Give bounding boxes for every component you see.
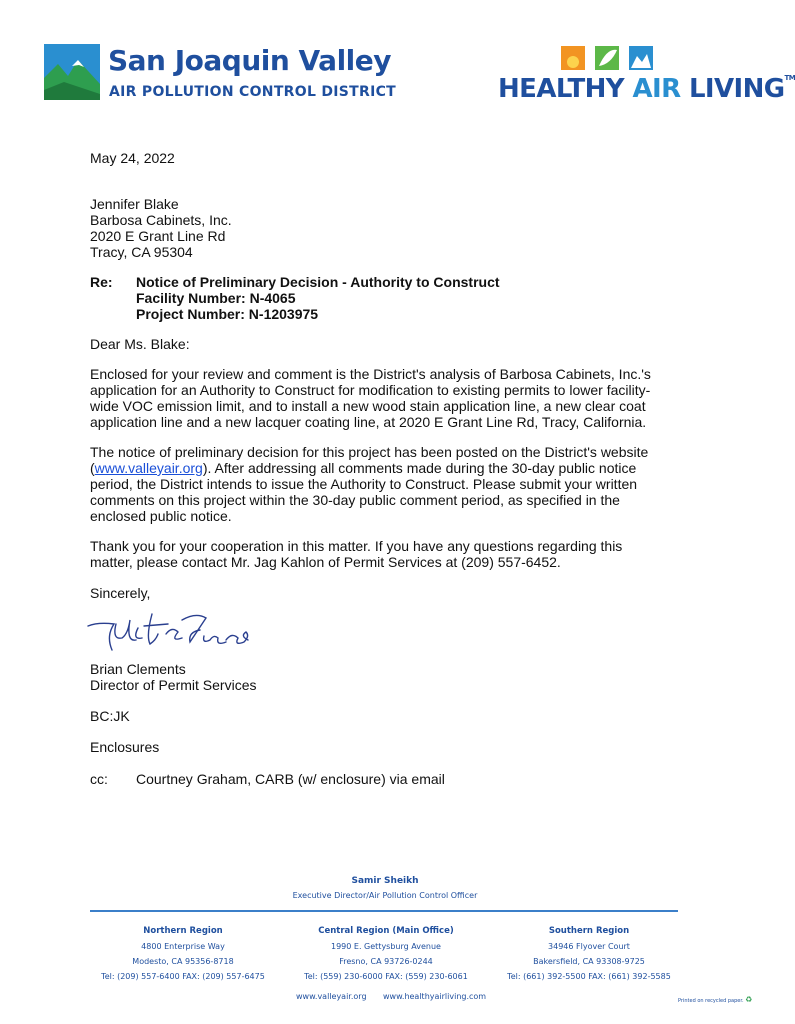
region-address2: Bakersfield, CA 93308-9725 <box>533 957 645 966</box>
footer-divider <box>90 910 678 912</box>
campaign-prefix: HEALTHY <box>498 74 633 104</box>
region-address1: 1990 E. Gettysburg Avenue <box>331 942 441 951</box>
campaign-suffix: LIVING <box>680 74 785 104</box>
para1-line: application for an Authority to Construct for modification to existing permits to lower facility- <box>90 382 651 398</box>
para1-line: wide VOC emission limit, and to install a new wood stain application line, a new clear coat <box>90 398 646 414</box>
signer-title: Director of Permit Services <box>90 677 257 693</box>
para1-line: Enclosed for your review and comment is the District's analysis of Barbosa Cabinets, Inc.'s <box>90 366 651 382</box>
para2-line: enclosed public notice. <box>90 508 232 524</box>
closing: Sincerely, <box>90 585 151 601</box>
region-phone: Tel: (661) 392-5500 FAX: (661) 392-5585 <box>507 972 671 981</box>
initials: BC:JK <box>90 708 130 724</box>
region-address2: Modesto, CA 95356-8718 <box>132 957 234 966</box>
para2-line-rest: ). After addressing all comments made during the 30-day public notice <box>202 460 637 476</box>
healthy-air-living-logo-icon <box>561 44 661 72</box>
region-address2: Fresno, CA 93726-0244 <box>339 957 433 966</box>
region-central <box>291 924 481 984</box>
region-address1: 34946 Flyover Court <box>548 942 630 951</box>
campaign-air: AIR <box>632 74 681 104</box>
org-subtitle: AIR POLLUTION CONTROL DISTRICT <box>109 84 397 100</box>
para1-line: application line and a new lacquer coating line, at 2020 E Grant Line Rd, Tracy, California. <box>90 414 647 430</box>
healthy-air-living-wordmark <box>498 74 795 104</box>
trademark-mark: TM <box>784 74 795 82</box>
para2-line: The notice of preliminary decision for this project has been posted on the District's website <box>90 444 649 460</box>
para2-line <box>90 460 636 476</box>
region-heading: Northern Region <box>143 926 223 936</box>
org-name: San Joaquin Valley <box>108 44 392 77</box>
region-southern <box>494 924 684 984</box>
region-heading: Southern Region <box>548 926 630 936</box>
signer-name: Brian Clements <box>90 661 186 677</box>
para3-line: matter, please contact Mr. Jag Kahlon of Permit Services at (209) 557-6452. <box>90 554 561 570</box>
website-healthyairliving[interactable]: www.healthyairliving.com <box>383 992 487 1001</box>
cc-label: cc: <box>90 771 108 787</box>
para2-line: comments on this project within the 30-day public comment period, as specified in the <box>90 492 620 508</box>
recipient-name: Jennifer Blake <box>90 196 179 212</box>
para2-line: period, the District intends to issue the Authority to Construct. Please submit your written <box>90 476 638 492</box>
letter-date: May 24, 2022 <box>90 150 175 166</box>
paren-open: ( <box>90 460 95 476</box>
salutation: Dear Ms. Blake: <box>90 336 190 352</box>
recipient-street: 2020 E Grant Line Rd <box>90 228 226 244</box>
region-phone: Tel: (559) 230-6000 FAX: (559) 230-6061 <box>304 972 468 981</box>
recycled-paper-note <box>678 995 752 1004</box>
recycle-icon: ♻ <box>745 995 753 1004</box>
re-label: Re: <box>90 274 113 290</box>
handwritten-signature <box>86 610 256 660</box>
region-address1: 4800 Enterprise Way <box>141 942 225 951</box>
re-facility-number: Facility Number: N-4065 <box>136 290 296 306</box>
region-northern <box>88 924 278 984</box>
valleyair-link[interactable]: www.valleyair.org <box>94 460 203 476</box>
sjv-mountain-logo-icon <box>44 44 100 100</box>
para3-line: Thank you for your cooperation in this matter. If you have any questions regarding this <box>90 538 623 554</box>
website-valleyair[interactable]: www.valleyair.org <box>296 992 367 1001</box>
officer-title: Executive Director/Air Pollution Control Officer <box>292 891 478 900</box>
region-heading: Central Region (Main Office) <box>318 926 454 936</box>
recycled-text: Printed on recycled paper. <box>678 998 744 1004</box>
officer-name: Samir Sheikh <box>351 876 419 886</box>
re-subject: Notice of Preliminary Decision - Authority to Construct <box>136 274 500 290</box>
cc-recipient: Courtney Graham, CARB (w/ enclosure) via email <box>136 771 445 787</box>
recipient-company: Barbosa Cabinets, Inc. <box>90 212 232 228</box>
recipient-city: Tracy, CA 95304 <box>90 244 193 260</box>
region-phone: Tel: (209) 557-6400 FAX: (209) 557-6475 <box>101 972 265 981</box>
enclosures: Enclosures <box>90 739 160 755</box>
re-project-number: Project Number: N-1203975 <box>136 306 319 322</box>
